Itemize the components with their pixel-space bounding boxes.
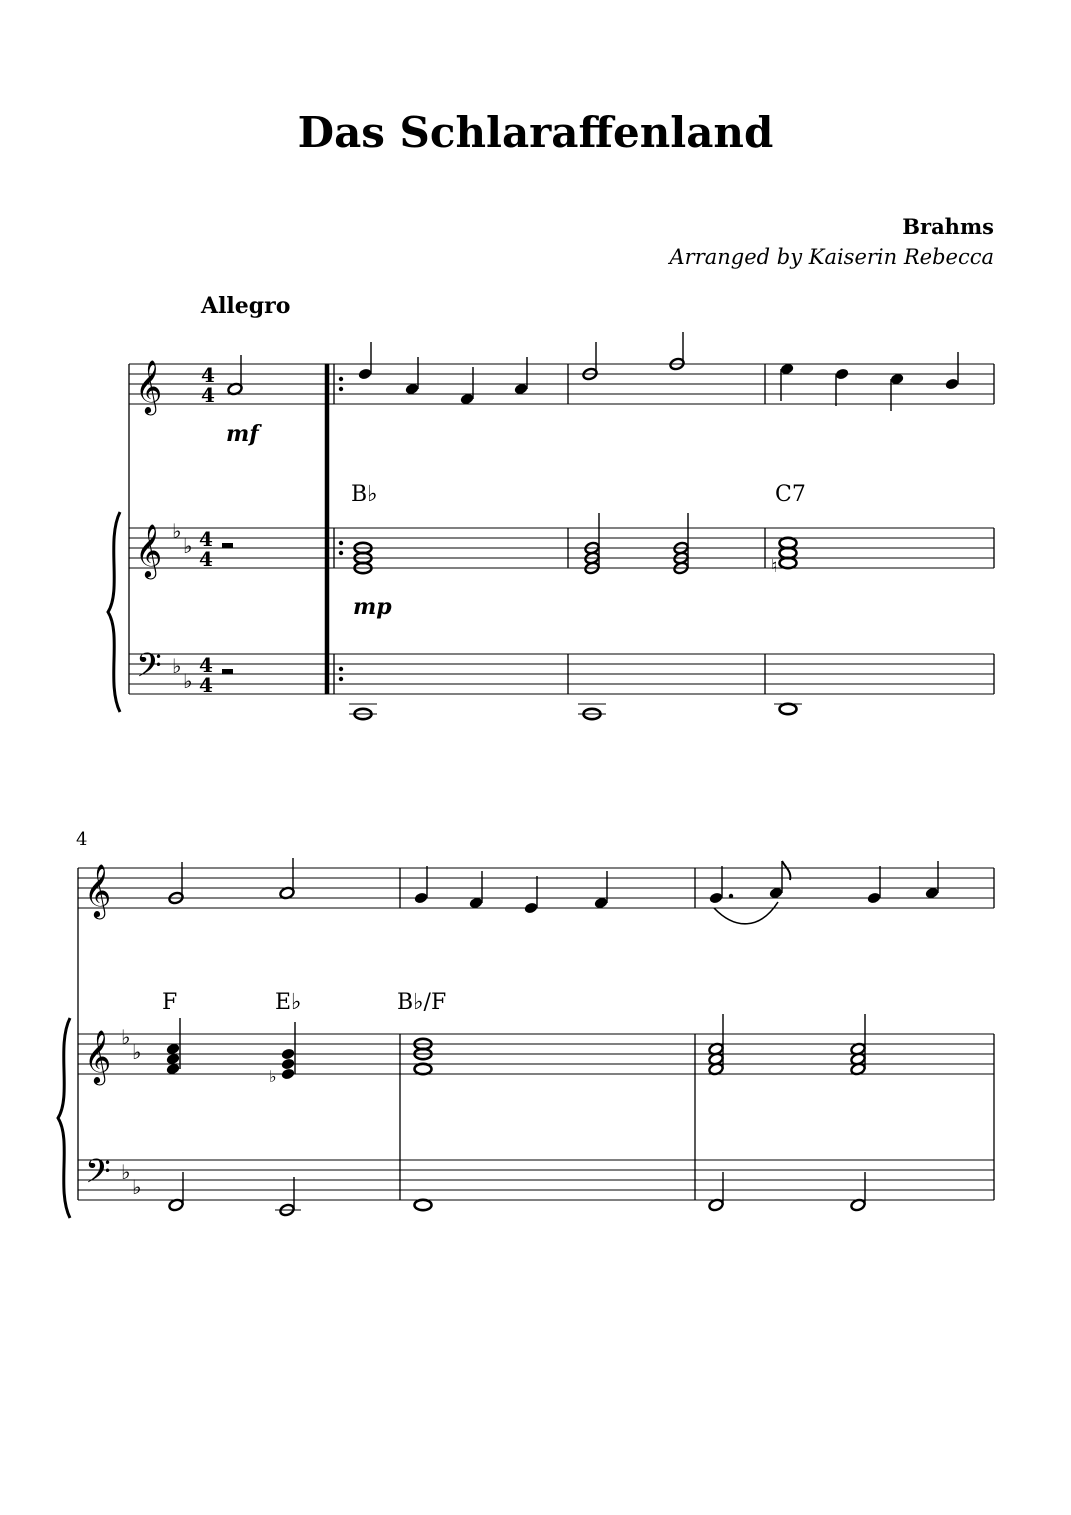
- treble-clef: 𝄞: [84, 863, 112, 917]
- svg-text:4: 4: [199, 673, 213, 697]
- svg-text:♭: ♭: [269, 1067, 277, 1086]
- chord-symbol: B♭: [351, 482, 378, 507]
- bass-note: [168, 1172, 866, 1217]
- piano-brace: [58, 1018, 70, 1218]
- half-rest: [222, 669, 233, 674]
- svg-text:4: 4: [199, 547, 213, 571]
- piano-treble-staff: [129, 528, 994, 568]
- piano-chord: [584, 513, 689, 575]
- barline: [568, 364, 994, 694]
- svg-text:♭: ♭: [172, 654, 182, 678]
- melody-note: [227, 355, 243, 396]
- key-signature: [172, 519, 192, 693]
- piano-chord: [166, 1018, 296, 1086]
- repeat-start: [327, 364, 343, 694]
- key-signature: [121, 1025, 141, 1199]
- svg-text:4: 4: [199, 653, 213, 677]
- bass-clef: 𝄢: [85, 1153, 111, 1199]
- melody-staff: [78, 868, 994, 908]
- treble-clef: 𝄞: [135, 523, 163, 577]
- piano-chord: [771, 538, 797, 577]
- tempo-marking: Allegro: [201, 293, 291, 319]
- svg-text:♭: ♭: [172, 519, 182, 543]
- svg-text:4: 4: [201, 383, 215, 407]
- chord-symbol: F: [162, 990, 178, 1015]
- svg-text:4: 4: [199, 527, 213, 551]
- composer-name: Brahms: [902, 214, 994, 239]
- melody-staff: [129, 364, 994, 404]
- melody-note: [780, 352, 960, 411]
- treble-clef: 𝄞: [135, 359, 163, 413]
- chord-symbol: C7: [775, 482, 806, 507]
- half-rest: [222, 543, 233, 548]
- piano-brace: [108, 512, 120, 712]
- score-title: Das Schlaraffenland: [297, 108, 774, 157]
- piano-bass-staff: [78, 1160, 994, 1200]
- melody-note: [709, 861, 940, 924]
- chord-symbol: E♭: [275, 990, 302, 1015]
- piano-chord: [708, 1014, 866, 1076]
- system-2: [58, 829, 994, 1218]
- svg-text:♭: ♭: [183, 534, 193, 558]
- treble-clef: 𝄞: [84, 1029, 112, 1083]
- svg-text:♭: ♭: [121, 1025, 131, 1049]
- svg-text:♮: ♮: [771, 556, 778, 577]
- svg-text:♭: ♭: [183, 669, 193, 693]
- chord-symbol: B♭/F: [397, 990, 447, 1015]
- arranger-credit: Arranged by Kaiserin Rebecca: [669, 245, 994, 269]
- bass-clef: 𝄢: [136, 647, 162, 693]
- svg-text:4: 4: [201, 363, 215, 387]
- melody-note: [414, 866, 609, 914]
- piano-bass-staff: [129, 654, 994, 694]
- svg-text:♭: ♭: [121, 1160, 131, 1184]
- measure-number: 4: [76, 829, 88, 850]
- time-signature: [199, 363, 215, 697]
- dynamic-mp: mp: [353, 594, 392, 620]
- svg-text:♭: ♭: [132, 1175, 142, 1199]
- svg-text:♭: ♭: [132, 1040, 142, 1064]
- dynamic-mf: mf: [226, 421, 259, 447]
- system-1: [108, 293, 994, 719]
- bass-note: [349, 704, 802, 719]
